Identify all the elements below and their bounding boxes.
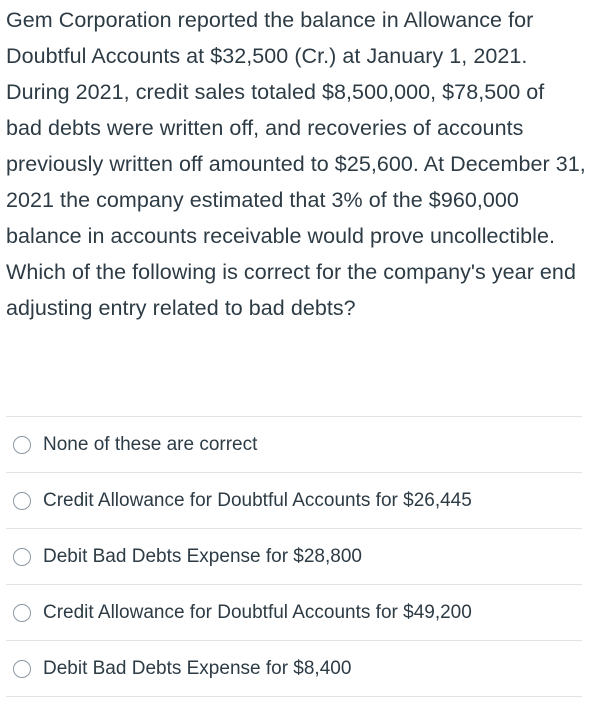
answer-label: Debit Bad Debts Expense for $8,400 [43,657,352,679]
answer-option-2[interactable] [6,473,582,529]
answer-label: Credit Allowance for Doubtful Accounts for $49,200 [43,601,472,623]
radio-button[interactable] [13,492,31,510]
radio-button[interactable] [13,604,31,622]
answer-list [6,416,582,697]
answer-label: Debit Bad Debts Expense for $28,800 [43,545,362,567]
answer-label: None of these are correct [43,433,258,455]
radio-button[interactable] [13,660,31,678]
answer-option-1[interactable] [6,417,582,473]
radio-button[interactable] [13,548,31,566]
answer-option-5[interactable] [6,641,582,697]
question-text: Gem Corporation reported the balance in Allowance for Doubtful Accounts at $32,500 (Cr.) at January 1, 2021. During 2021, credit sales totaled $8,500,000, $78,500 of bad debts were written off, and recoveries of accounts previously written off amounted to $25,600. At December 31, 2021 the company estimated that 3% of the $960,000 balance in accounts receivable would prove uncollectible. Which of the following is correct for the company's year end adjusting entry related to bad debts? [6,8,586,320]
answer-option-4[interactable] [6,585,582,641]
answer-label: Credit Allowance for Doubtful Accounts for $26,445 [43,489,472,511]
radio-button[interactable] [13,436,31,454]
answer-option-3[interactable] [6,529,582,585]
